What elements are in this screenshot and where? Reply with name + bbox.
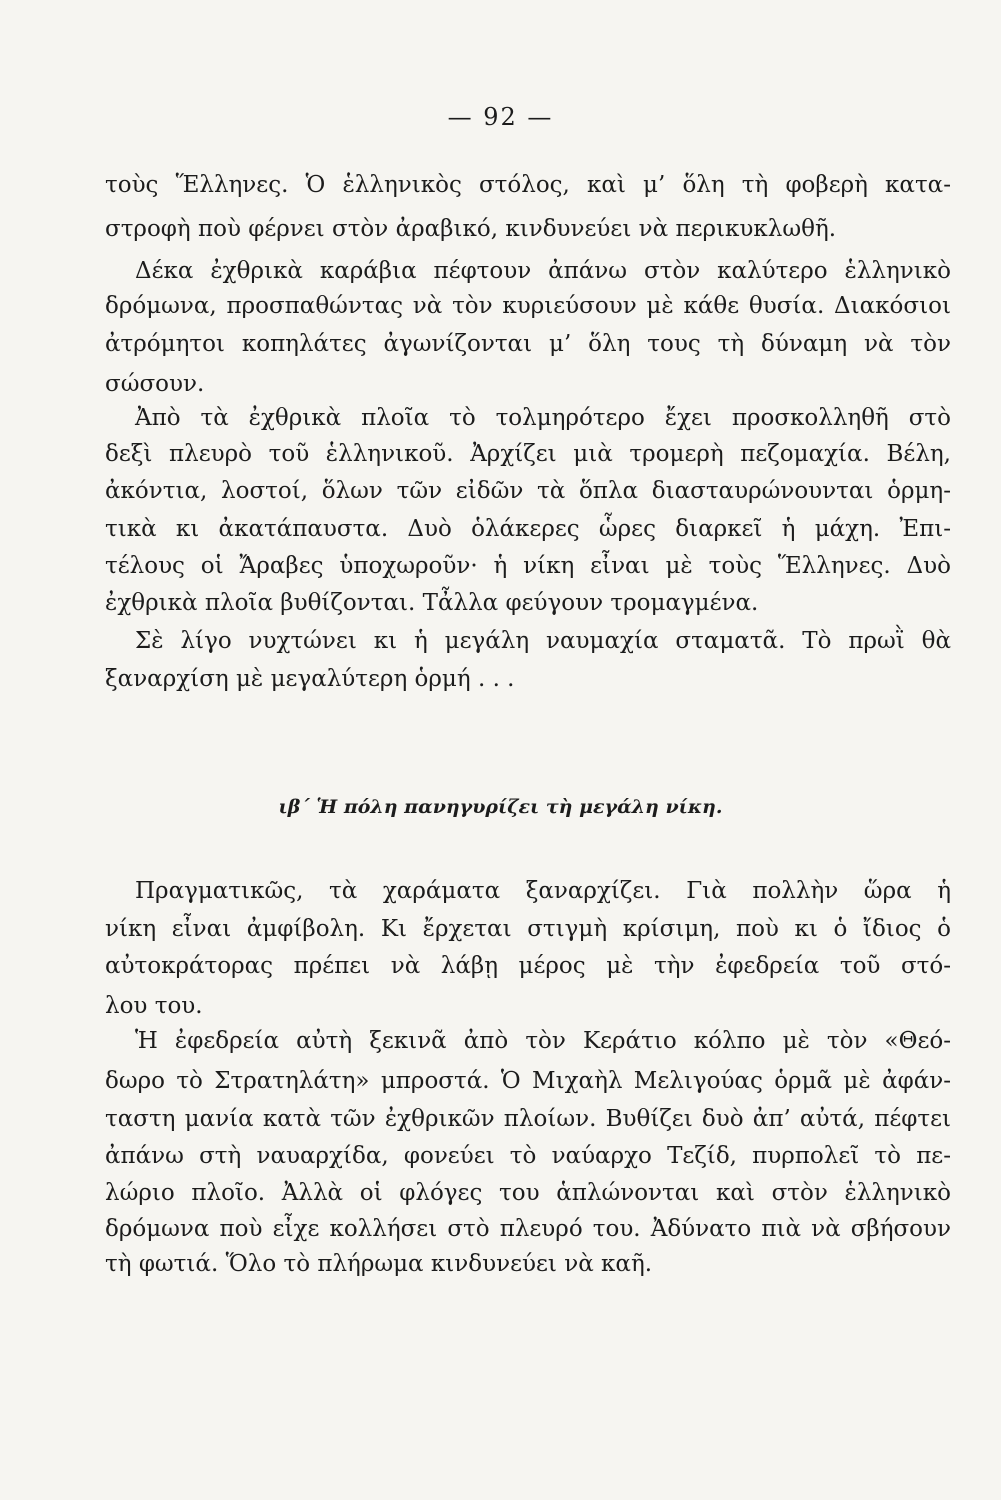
text-line: ἀπάνω στὴ ναυαρχίδα, φονεύει τὸ ναύαρχο Τεζίδ, πυρπολεῖ τὸ πε- — [105, 1143, 951, 1169]
text-line: λου του. — [105, 993, 203, 1019]
text-line: δρόμωνα ποὺ εἶχε κολλήσει στὸ πλευρό του. Ἀδύνατο πιὰ νὰ σβήσουν — [105, 1216, 951, 1242]
text-line: Πραγματικῶς, τὰ χαράματα ξαναρχίζει. Γιὰ πολλὴν ὥρα ἡ — [135, 878, 951, 904]
text-line: τοὺς Ἕλληνες. Ὁ ἑλληνικὸς στόλος, καὶ μ’ ὅλη τὴ φοβερὴ κατα- — [105, 172, 951, 198]
text-line: ἀτρόμητοι κοπηλάτες ἀγωνίζονται μ’ ὅλη τους τὴ δύναμη νὰ τὸν — [105, 331, 951, 357]
text-line: νίκη εἶναι ἀμφίβολη. Κι ἔρχεται στιγμὴ κρίσιμη, ποὺ κι ὁ ἴδιος ὁ — [105, 916, 951, 942]
text-line: Ἡ ἐφεδρεία αὐτὴ ξεκινᾶ ἀπὸ τὸν Κεράτιο κόλπο μὲ τὸν «Θεό- — [135, 1028, 951, 1054]
text-line: τικὰ κι ἀκατάπαυστα. Δυὸ ὁλάκερες ὧρες διαρκεῖ ἡ μάχη. Ἐπι- — [105, 516, 951, 542]
text-line: Δέκα ἐχθρικὰ καράβια πέφτουν ἀπάνω στὸν καλύτερο ἑλληνικὸ — [135, 258, 951, 284]
text-line: Σὲ λίγο νυχτώνει κι ἡ μεγάλη ναυμαχία σταματᾶ. Τὸ πρωῒ θὰ — [135, 628, 951, 654]
text-line: τὴ φωτιά. Ὅλο τὸ πλήρωμα κινδυνεύει νὰ καῆ. — [105, 1251, 653, 1277]
page-number: — 92 — — [447, 103, 554, 131]
text-line: στροφὴ ποὺ φέρνει στὸν ἀραβικό, κινδυνεύει νὰ περικυκλωθῆ. — [105, 216, 837, 242]
text-line: ἀκόντια, λοστοί, ὅλων τῶν εἰδῶν τὰ ὅπλα διασταυρώνουνται ὁρμη- — [105, 478, 951, 504]
text-line: τέλους οἱ Ἄραβες ὑποχωροῦν· ἡ νίκη εἶναι μὲ τοὺς Ἕλληνες. Δυὸ — [105, 553, 951, 579]
text-line: ταστη μανία κατὰ τῶν ἐχθρικῶν πλοίων. Βυθίζει δυὸ ἀπ’ αὐτά, πέφτει — [105, 1106, 951, 1132]
text-line: ἐχθρικὰ πλοῖα βυθίζονται. Τἆλλα φεύγουν τρομαγμένα. — [105, 590, 759, 616]
text-line: σώσουν. — [105, 371, 205, 397]
text-line: λώριο πλοῖο. Ἀλλὰ οἱ φλόγες του ἁπλώνονται καὶ στὸν ἑλληνικὸ — [105, 1180, 951, 1206]
text-line: αὐτοκράτορας πρέπει νὰ λάβῃ μέρος μὲ τὴν ἐφεδρεία τοῦ στό- — [105, 953, 951, 979]
text-line: δωρο τὸ Στρατηλάτη» μπροστά. Ὁ Μιχαὴλ Μελιγούας ὁρμᾶ μὲ ἀφάν- — [105, 1068, 951, 1094]
text-line: δρόμωνα, προσπαθώντας νὰ τὸν κυριεύσουν μὲ κάθε θυσία. Διακόσιοι — [105, 293, 951, 319]
text-line: Ἀπὸ τὰ ἐχθρικὰ πλοῖα τὸ τολμηρότερο ἔχει προσκολληθῆ στὸ — [135, 405, 951, 431]
text-line: δεξὶ πλευρὸ τοῦ ἑλληνικοῦ. Ἀρχίζει μιὰ τρομερὴ πεζομαχία. Βέλη, — [105, 441, 951, 467]
section-heading: ιβ΄ Ἡ πόλη πανηγυρίζει τὴ μεγάλη νίκη. — [278, 796, 723, 818]
text-line: ξαναρχίση μὲ μεγαλύτερη ὁρμή . . . — [105, 666, 515, 692]
